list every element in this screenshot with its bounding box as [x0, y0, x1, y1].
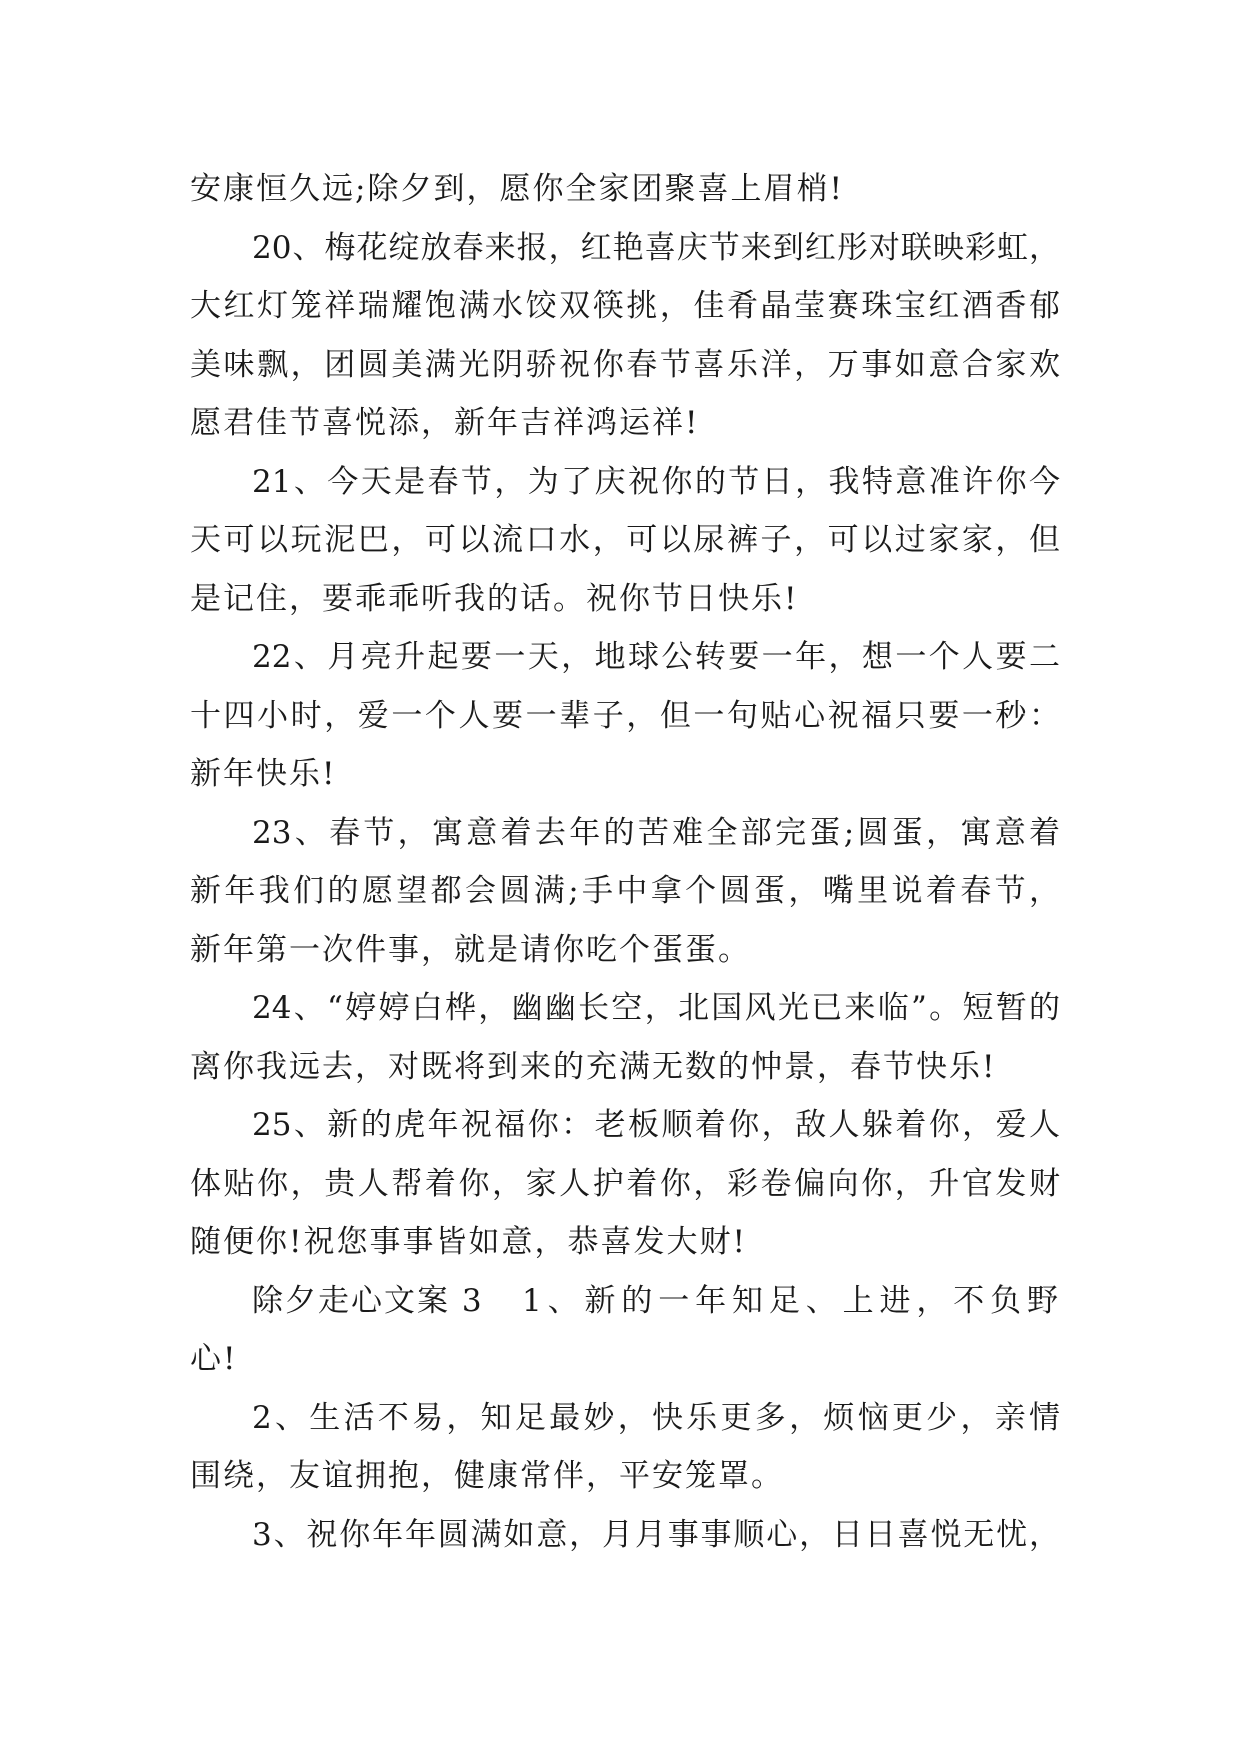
text-line: 愿君佳节喜悦添，新年吉祥鸿运祥! [190, 405, 700, 441]
section-heading: 除夕走心文案 3 [252, 1282, 484, 1319]
text-line: 天可以玩泥巴，可以流口水，可以尿裤子，可以过家家，但 [190, 522, 1060, 558]
section-heading-line [190, 1272, 1060, 1331]
text-line: 21、今天是春节，为了庆祝你的节日，我特意准许你今 [252, 463, 1060, 500]
text-line: 20、梅花绽放春来报，红艳喜庆节来到红彤对联映彩虹， [252, 229, 1060, 266]
text-line: 新年第一次件事，就是请你吃个蛋蛋。 [190, 931, 751, 968]
section-first-item: 1、新的一年知足、上进，不负野 [522, 1282, 1060, 1319]
paragraph-block [190, 160, 1060, 1272]
text-line: 24、“婷婷白桦，幽幽长空，北国风光已来临”。短暂的 [252, 990, 1060, 1026]
text-line: 22、月亮升起要一天，地球公转要一年，想一个人要二 [252, 639, 1060, 675]
text-line: 心! [190, 1341, 238, 1377]
text-line: 围绕，友谊拥抱，健康常伴，平安笼罩。 [190, 1458, 784, 1494]
text-line: 新年我们的愿望都会圆满;手中拿个圆蛋，嘴里说着春节， [190, 873, 1060, 909]
text-line: 是记住，要乖乖听我的话。祝你节日快乐! [190, 580, 799, 617]
text-line: 23、春节，寓意着去年的苦难全部完蛋;圆蛋，寓意着 [252, 814, 1060, 851]
text-line: 离你我远去，对既将到来的充满无数的忡景，春节快乐! [190, 1048, 997, 1085]
text-column [190, 160, 1060, 1564]
text-line: 3、祝你年年圆满如意，月月事事顺心，日日喜悦无忧， [252, 1516, 1060, 1553]
text-line: 大红灯笼祥瑞耀饱满水饺双筷挑，佳肴晶莹赛珠宝红酒香郁 [190, 288, 1060, 324]
text-line: 随便你!祝您事事皆如意，恭喜发大财! [190, 1224, 747, 1260]
text-line: 2、生活不易，知足最妙，快乐更多，烦恼更少，亲情 [252, 1399, 1060, 1436]
text-line: 体贴你，贵人帮着你，家人护着你，彩卷偏向你，升官发财 [190, 1165, 1060, 1202]
text-line: 安康恒久远;除夕到，愿你全家团聚喜上眉梢! [190, 171, 844, 207]
text-line: 25、新的虎年祝福你：老板顺着你，敌人躲着你，爱人 [252, 1107, 1060, 1143]
text-line: 十四小时，爱一个人要一辈子，但一句贴心祝福只要一秒： [190, 697, 1060, 734]
paragraph-block [190, 1330, 1060, 1564]
text-line: 美味飘，团圆美满光阴骄祝你春节喜乐洋，万事如意合家欢 [190, 346, 1060, 383]
text-line: 新年快乐! [190, 756, 337, 792]
